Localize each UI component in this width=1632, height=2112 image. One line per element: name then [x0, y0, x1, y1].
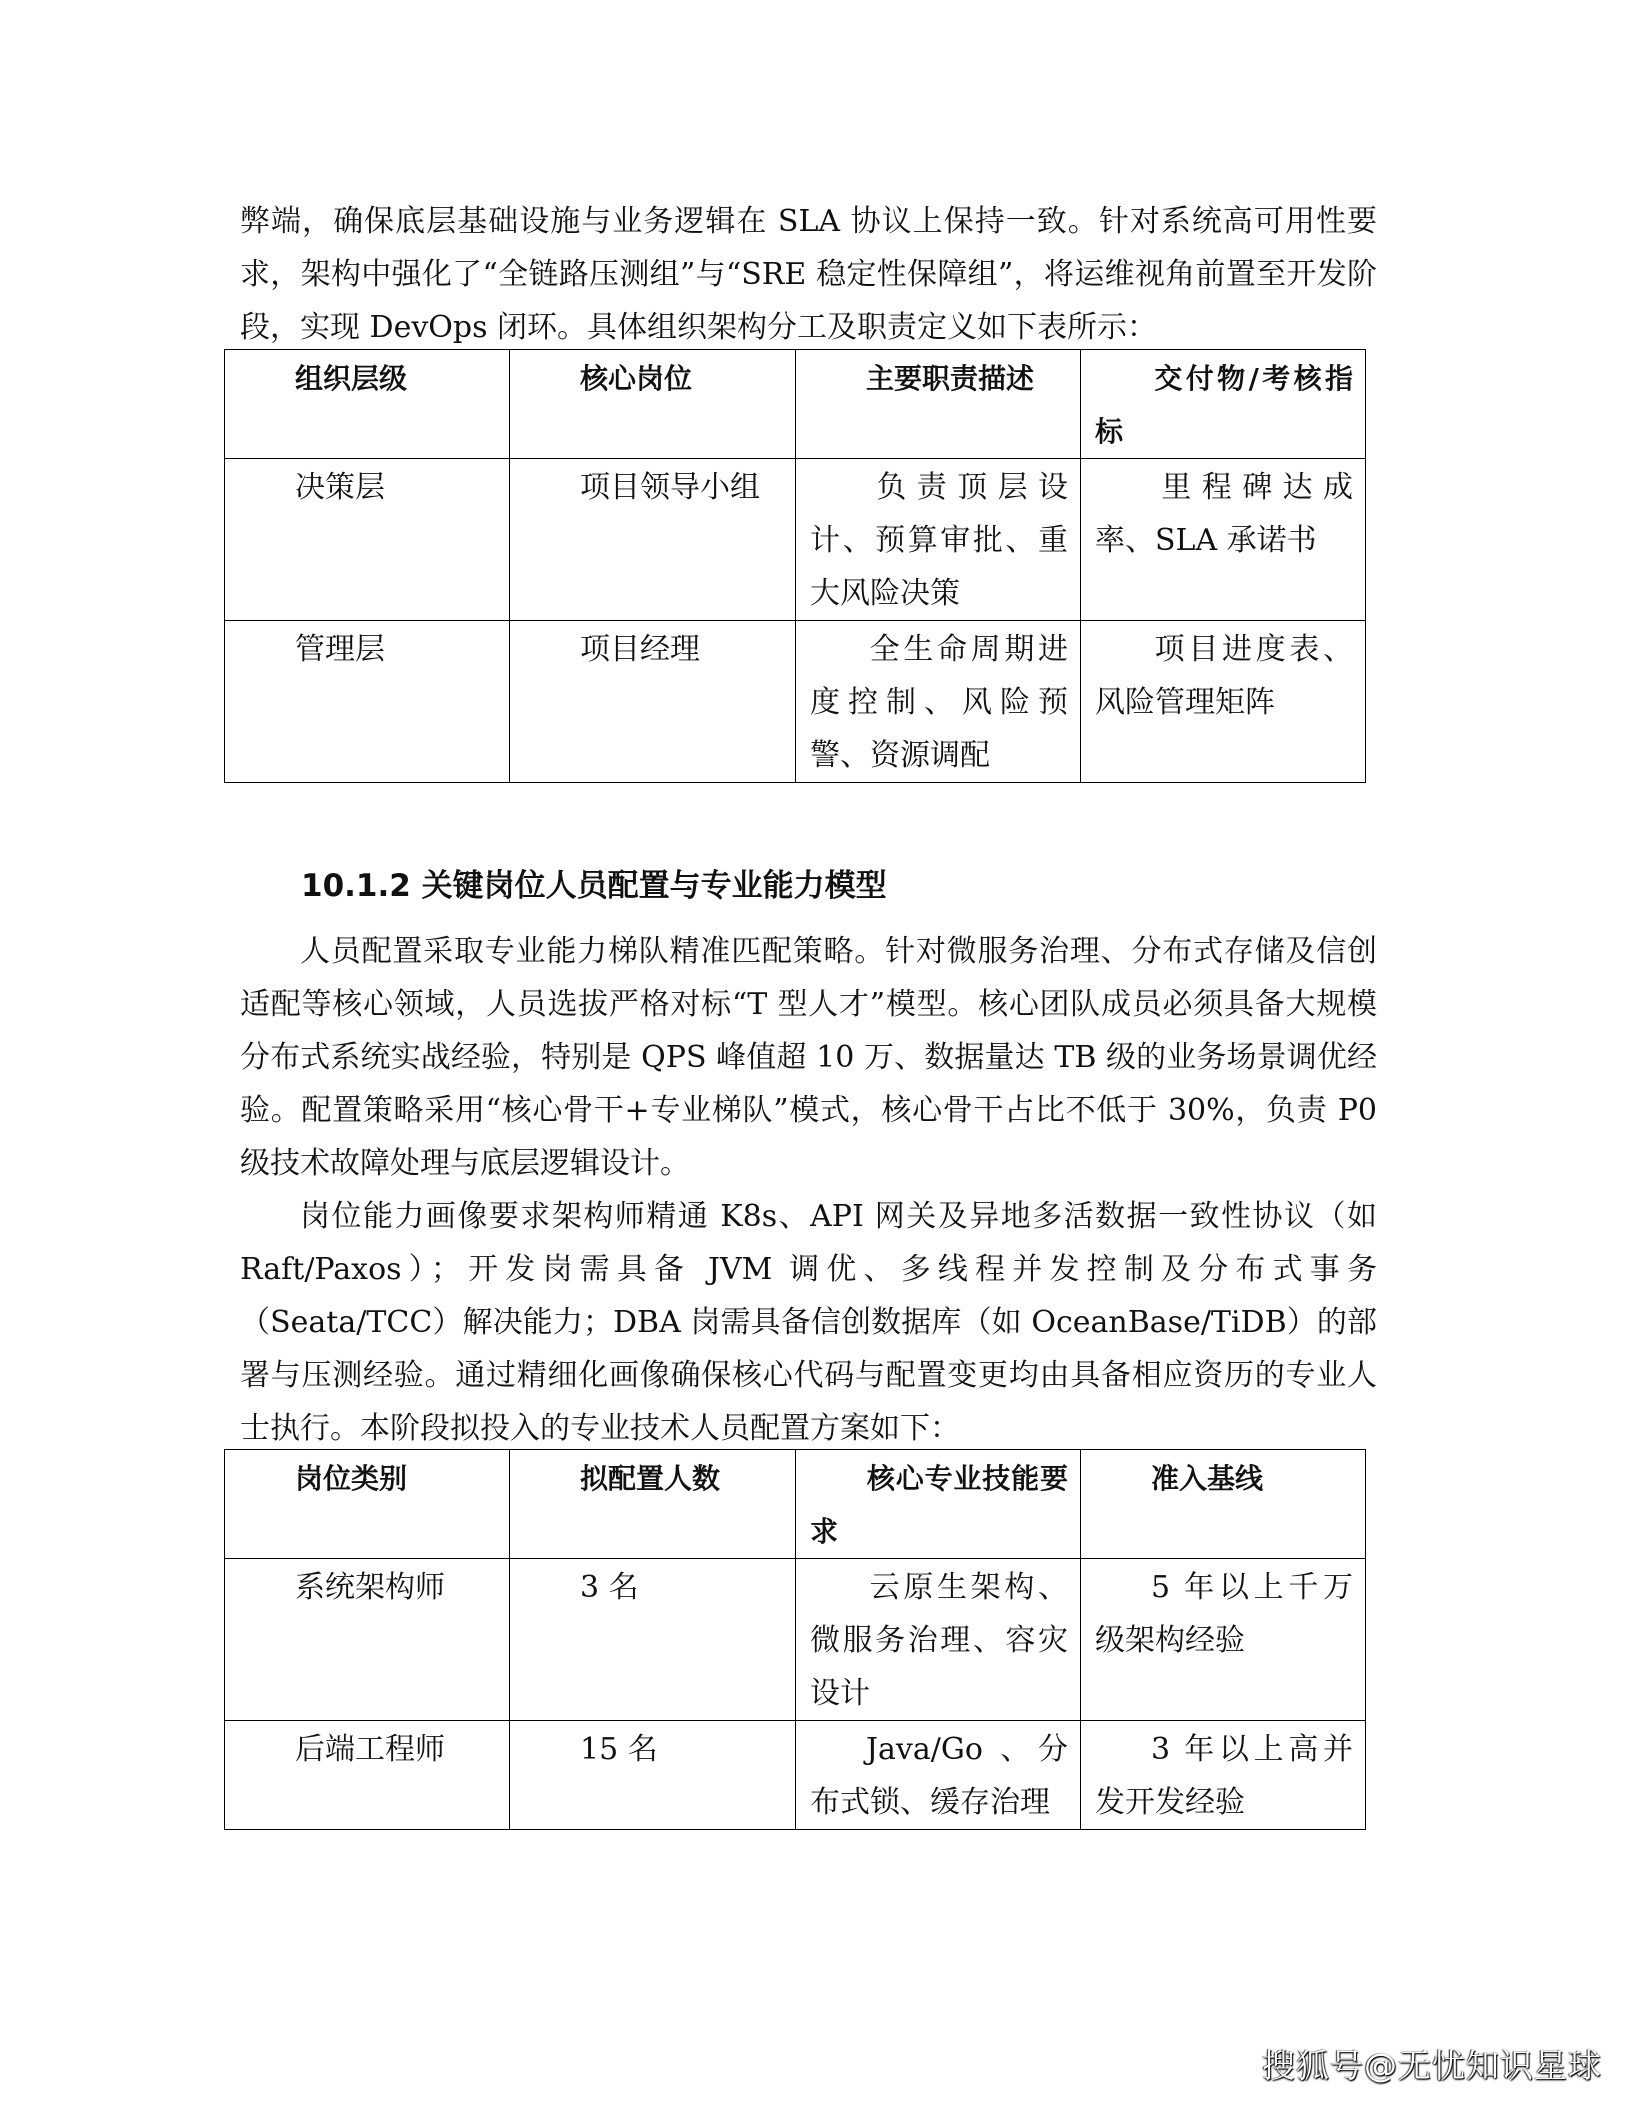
table-cell: 后端工程师 [225, 1721, 510, 1830]
table-header-cell: 组织层级 [225, 350, 510, 459]
table-row [225, 459, 1366, 621]
table-cell: 项目经理 [510, 621, 796, 783]
table-cell: 全生命周期进度控制、风险预警、资源调配 [796, 621, 1081, 783]
table-header-cell: 主要职责描述 [796, 350, 1081, 459]
table-cell: 负责顶层设计、预算审批、重大风险决策 [796, 459, 1081, 621]
table-cell: 决策层 [225, 459, 510, 621]
table-header-cell: 准入基线 [1081, 1450, 1366, 1559]
table-header-cell: 核心岗位 [510, 350, 796, 459]
capability-paragraph: 岗位能力画像要求架构师精通 K8s、API 网关及异地多活数据一致性协议（如 Raft/Paxos）；开发岗需具备 JVM 调优、多线程并发控制及分布式事务（Seata/TCC）解决能力；DBA 岗需具备信创数据库（如 OceanBase/TiDB）的部署与压测经验。通过精细化画像确保核心代码与配置变更均由具备相应资历的专业人士执行。本阶段拟投入的专业技术人员配置方案如下： [240, 1199, 1377, 1446]
staffing-plan-table [224, 1449, 1366, 1830]
table-cell: 系统架构师 [225, 1559, 510, 1721]
watermark: 搜狐号@无忧知识星球 [1262, 2046, 1602, 2085]
table-row [225, 1721, 1366, 1830]
table-header-cell: 拟配置人数 [510, 1450, 796, 1559]
table-cell: 管理层 [225, 621, 510, 783]
intro-paragraph: 弊端，确保底层基础设施与业务逻辑在 SLA 协议上保持一致。针对系统高可用性要求，架构中强化了“全链路压测组”与“SRE 稳定性保障组”，将运维视角前置至开发阶段，实现 DevOps 闭环。具体组织架构分工及职责定义如下表所示： [240, 204, 1377, 345]
section-heading: 10.1.2 关键岗位人员配置与专业能力模型 [301, 868, 887, 904]
table-header-cell: 交付物/考核指标 [1081, 350, 1366, 459]
org-structure-table [224, 349, 1366, 783]
table-row [225, 621, 1366, 783]
table-header-cell: 岗位类别 [225, 1450, 510, 1559]
table-cell: 项目进度表、风险管理矩阵 [1081, 621, 1366, 783]
table-cell: 3 名 [510, 1559, 796, 1721]
table-cell: 项目领导小组 [510, 459, 796, 621]
table-cell: 15 名 [510, 1721, 796, 1830]
table-header-row [225, 350, 1366, 459]
table-header-cell: 核心专业技能要求 [796, 1450, 1081, 1559]
table-cell: 3 年以上高并发开发经验 [1081, 1721, 1366, 1830]
table-cell: 云原生架构、微服务治理、容灾设计 [796, 1559, 1081, 1721]
staffing-paragraph: 人员配置采取专业能力梯队精准匹配策略。针对微服务治理、分布式存储及信创适配等核心领域，人员选拔严格对标“T 型人才”模型。核心团队成员必须具备大规模分布式系统实战经验，特别是 QPS 峰值超 10 万、数据量达 TB 级的业务场景调优经验。配置策略采用“核心骨干+专业梯队”模式，核心骨干占比不低于 30%，负责 P0 级技术故障处理与底层逻辑设计。 [240, 934, 1377, 1181]
table-header-row [225, 1450, 1366, 1559]
table-cell: Java/Go 、分布式锁、缓存治理 [796, 1721, 1081, 1830]
table-cell: 里程碑达成率、SLA 承诺书 [1081, 459, 1366, 621]
table-cell: 5 年以上千万级架构经验 [1081, 1559, 1366, 1721]
table-row [225, 1559, 1366, 1721]
